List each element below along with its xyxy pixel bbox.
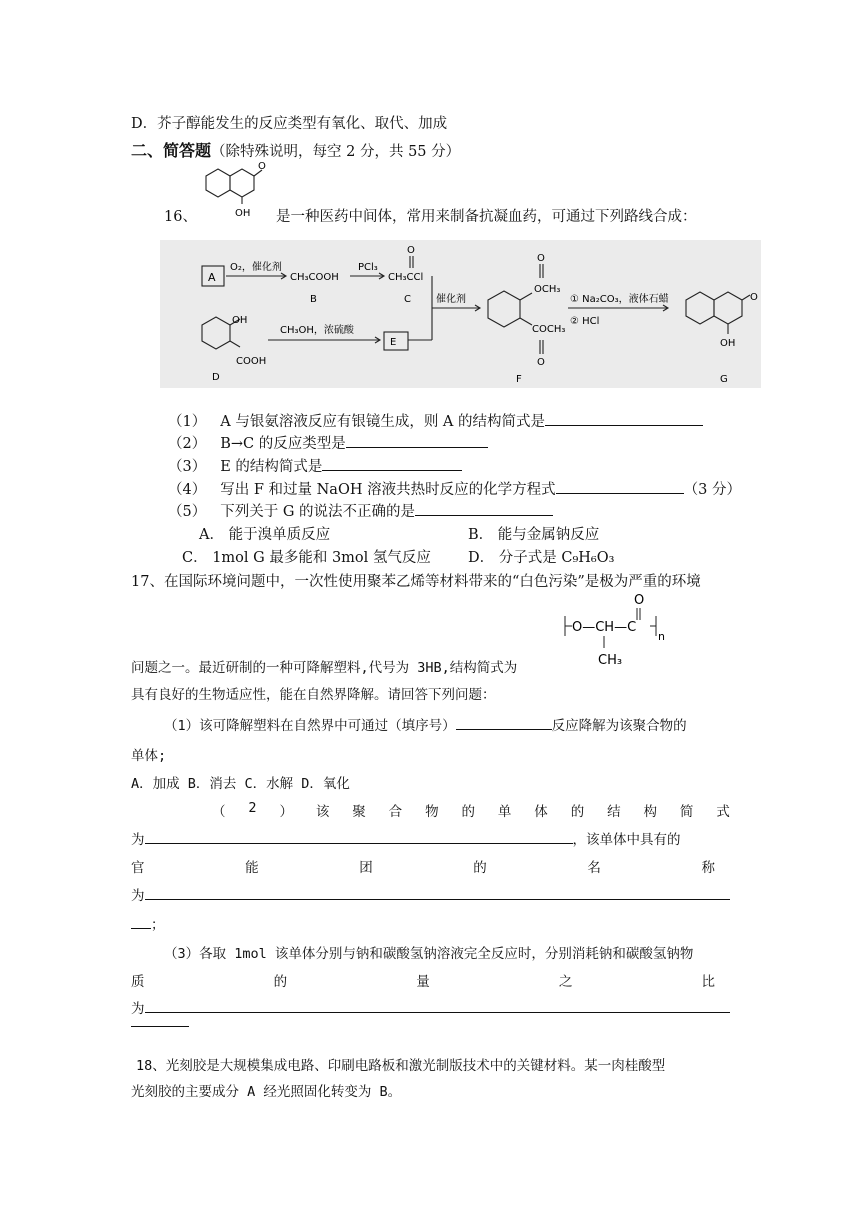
spread-char: 之 <box>558 974 573 990</box>
answer-blank[interactable] <box>415 501 553 516</box>
item-num: （5） <box>168 504 207 520</box>
spread-char: 名 <box>587 860 601 876</box>
label-c: C <box>404 294 411 305</box>
spread-char: 构 <box>643 804 658 820</box>
label-b: B <box>310 294 317 305</box>
synthesis-scheme <box>160 240 761 388</box>
spread-char: 结 <box>607 804 621 820</box>
q16-item-1 <box>168 410 703 431</box>
item-text: A 与银氨溶液反应有银镜生成，则 A 的结构简式是 <box>220 414 546 430</box>
spread-char: 合 <box>388 804 403 820</box>
q16-item-2 <box>168 432 488 453</box>
cond-5a: ① Na₂CO₃，液体石蜡 <box>570 294 669 305</box>
option-c[interactable]: C． 1mol G 最多能和 3mol 氢气反应 <box>182 550 431 566</box>
c-o: O <box>407 245 415 256</box>
item-text: 写出 F 和过量 NaOH 溶液共热时反应的化学方程式 <box>220 482 556 498</box>
g-oh: OH <box>720 338 736 349</box>
option-a[interactable]: A． 能于溴单质反应 <box>199 527 331 543</box>
spread-char: 的 <box>273 974 288 990</box>
spread-char: 官 <box>131 860 145 876</box>
q17-p1-c: 单体; <box>131 748 167 764</box>
spread-char: 比 <box>701 974 715 990</box>
struct-oh-label: OH <box>235 208 251 219</box>
spread-char: 2 <box>248 800 257 816</box>
polymer-ch3: CH₃ <box>598 653 623 668</box>
spread-char: 体 <box>534 804 548 820</box>
q16-item-3 <box>168 455 462 476</box>
item-num: （3） <box>168 459 207 475</box>
f-och3-2: COCH₃ <box>532 324 566 335</box>
spread-char: 物 <box>425 804 439 820</box>
section-title: 二、简答题 <box>131 141 212 160</box>
q16-item-4 <box>168 478 741 499</box>
item-text: B→C 的反应类型是 <box>220 436 346 452</box>
answer-blank-continuation[interactable] <box>131 1026 189 1027</box>
spread-char: 量 <box>416 974 430 990</box>
q17-p2-spread <box>212 800 730 820</box>
item-score: （3 分） <box>683 482 741 498</box>
q17-line-3: 具有良好的生物适应性，能在自然界降解。请回答下列问题： <box>131 687 496 703</box>
q16-item-5 <box>168 500 553 521</box>
q17-p2-line-4 <box>131 884 730 904</box>
struct-o-label: O <box>258 161 266 172</box>
hydroxycoumarin-structure <box>192 158 274 224</box>
comp-b: CH₃COOH <box>290 272 339 283</box>
answer-blank[interactable] <box>545 411 703 426</box>
cond-5b: ② HCl <box>570 316 600 327</box>
answer-blank[interactable] <box>145 829 573 844</box>
label-f: F <box>516 374 522 385</box>
q16-stem: 是一种医药中间体，常用来制备抗凝血药，可通过下列路线合成： <box>276 209 697 225</box>
answer-blank[interactable] <box>145 885 730 900</box>
option-d[interactable]: D． 分子式是 C₉H₆O₃ <box>468 550 615 566</box>
answer-blank[interactable] <box>346 433 488 448</box>
spread-char: 简 <box>679 804 694 820</box>
d-oh: OH <box>232 315 248 326</box>
q15-option-d: D．芥子醇能发生的反应类型有氧化、取代、加成 <box>131 116 448 132</box>
label-d: D <box>212 372 220 383</box>
q17-p3-line-3 <box>131 997 730 1017</box>
spread-char: 单 <box>497 804 512 820</box>
section-note: （除特殊说明，每空 2 分，共 55 分） <box>211 144 461 160</box>
f-o-2: O <box>537 357 545 368</box>
polymer-structure <box>560 590 680 670</box>
end-text: ； <box>151 917 165 933</box>
q18-line-2: 光刻胶的主要成分 A 经光照固化转变为 B。 <box>131 1084 402 1100</box>
item-num: （2） <box>168 436 207 452</box>
spread-char: （ <box>212 804 226 820</box>
spread-char: 称 <box>701 860 715 876</box>
q17-p3-line-1: （3）各取 1mol 该单体分别与钠和碳酸氢钠溶液完全反应时，分别消耗钠和碳酸氢钠物 <box>164 946 694 962</box>
label-g: G <box>720 374 728 385</box>
q17-line-2: 问题之一。最近研制的一种可降解塑料,代号为 3HB,结构简式为 <box>131 660 518 676</box>
answer-blank[interactable] <box>131 914 151 929</box>
spread-char: 式 <box>716 804 730 820</box>
g-o: O <box>750 292 758 303</box>
answer-blank[interactable] <box>456 715 552 730</box>
f-o-1: O <box>537 253 545 264</box>
scheme-drawing <box>160 240 761 388</box>
p2-tail: ，该单体中具有的 <box>572 832 681 848</box>
spread-char: 团 <box>359 860 373 876</box>
spread-char: 的 <box>570 804 585 820</box>
item-num: （1） <box>168 414 207 430</box>
spread-char: 质 <box>131 974 145 990</box>
cond-2: PCl₃ <box>358 262 378 273</box>
comp-c: CH₃CCl <box>388 272 424 283</box>
option-b[interactable]: B． 能与金属钠反应 <box>468 527 600 543</box>
item-text: 下列关于 G 的说法不正确的是 <box>220 504 416 520</box>
q17-p2-line-2 <box>131 828 681 848</box>
wei-text: 为 <box>131 888 145 904</box>
cond-1: O₂，催化剂 <box>230 262 282 273</box>
polymer-o: O <box>634 593 645 608</box>
cond-4: 催化剂 <box>436 294 466 305</box>
spread-char: 的 <box>473 860 487 876</box>
q17-p2-spread-2 <box>131 856 715 876</box>
box-a-label: A <box>208 271 216 284</box>
spread-char: 该 <box>315 804 330 820</box>
f-och3-1: OCH₃ <box>534 284 561 295</box>
q16-number: 16、 <box>164 209 197 225</box>
answer-blank[interactable] <box>322 456 462 471</box>
polymer-chain: O—CH—C <box>572 620 637 635</box>
q17-p3-spread <box>131 970 715 990</box>
cond-3: CH₃OH，浓硫酸 <box>280 325 354 336</box>
answer-blank[interactable] <box>556 479 684 494</box>
q17-p1-options[interactable]: A．加成 B．消去 C．水解 D．氧化 <box>131 776 350 792</box>
polymer-n: n <box>658 630 665 643</box>
q18-line-1: 18、光刻胶是大规模集成电路、印刷电路板和激光制版技术中的关键材料。某一肉桂酸型 <box>136 1058 666 1074</box>
item-text: E 的结构简式是 <box>220 459 323 475</box>
spread-char: 的 <box>461 804 475 820</box>
p1-text-b: 反应降解为该聚合物的 <box>551 718 687 734</box>
item-num: （4） <box>168 482 207 498</box>
wei-text: 为 <box>131 832 145 848</box>
wei-text: 为 <box>131 1001 145 1017</box>
spread-char: 聚 <box>352 804 366 820</box>
section-heading <box>131 138 460 161</box>
q17-p1 <box>164 714 687 734</box>
box-e-label: E <box>390 337 397 348</box>
q17-line-1: 17、在国际环境问题中，一次性使用聚苯乙烯等材料带来的“白色污染”是极为严重的环境 <box>131 574 701 590</box>
spread-char: ） <box>279 804 293 820</box>
spread-char: 能 <box>245 860 259 876</box>
p1-text-a: （1）该可降解塑料在自然界中可通过（填序号） <box>164 718 456 734</box>
q17-p2-line-5 <box>131 913 165 933</box>
answer-blank[interactable] <box>145 998 730 1013</box>
d-cooh: COOH <box>236 356 267 367</box>
